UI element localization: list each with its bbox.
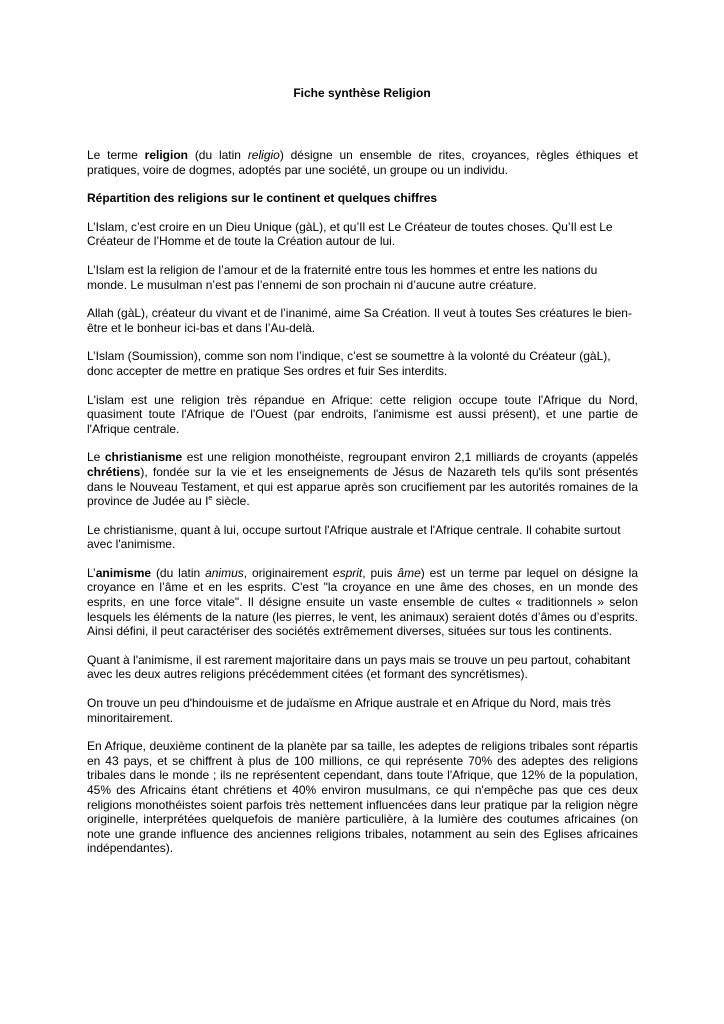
text-run: Le terme (87, 148, 145, 162)
text-run: (du latin (151, 565, 206, 580)
text-run: Le (87, 450, 105, 465)
paragraph-religions-tribales: En Afrique, deuxième continent de la planète par sa taille, les adeptes de religions tribales sont répartis en 43 pays, et se chiffrent à plus de 100 millions, ce qui représente 70% des adeptes des religions tribales dans le monde ; ils ne représentent cependant, dans toute l'Afrique, que 12% de la population, 45% des Africains étant chrétiens et 40% environ musulmans, ce qui n'empêche pas que ces deux religions monothéistes soient parfois très nettement influencées dans leur pratique par la religion nègre originelle, interprétées quelquefois de manière particulière, à la lumière des coutumes africaines (on note une grande influence des anciennes religions tribales, notamment au sein des Eglises africaines indépendantes). (87, 739, 638, 856)
section-heading (87, 191, 638, 206)
term-religion: religion (144, 148, 188, 162)
text-run: ) désigne un ensemble de rites, croyances, règles éthiques et pratiques, voire de dogmes, adoptés par une société, un groupe ou un individu. (87, 148, 639, 177)
text-run: est une religion monothéiste, regroupant environ 2,1 milliards de croyants (appelés (182, 450, 638, 465)
term-religio: religio (247, 148, 280, 162)
text-run: (du latin (188, 148, 248, 162)
text-run: , puis (362, 565, 398, 580)
paragraph-hindouisme-judaisme: On trouve un peu d'hindouisme et de judaïsme en Afrique australe et en Afrique du Nord, mais très minoritairement. (87, 696, 611, 725)
superscript: e (208, 495, 213, 503)
paragraph-islam-africa: L'islam est une religion très répandue en Afrique: cette religion occupe toute l'Afrique du Nord, quasiment toute l'Afrique de l'Ouest (par endroits, l'animisme est aussi présent), et une partie de l'Afrique centrale. (87, 392, 638, 436)
text-run: , originairement (243, 565, 333, 580)
paragraph-christianisme-africa: Le christianisme, quant à lui, occupe surtout l'Afrique australe et l'Afrique centrale. Il cohabite surtout avec l'animisme. (87, 522, 621, 552)
term-animisme: animisme (95, 565, 152, 580)
term-animus: animus (205, 565, 244, 580)
term-chretiens: chrétiens (87, 464, 141, 479)
paragraph-islam-1: L’Islam, c’est croire en un Dieu Unique (gàL), et qu’Il est Le Créateur de toutes choses. Qu’Il est Le Créateur de l’Homme et de toute la Création autour de lui. (87, 219, 613, 249)
paragraph-christianisme (87, 450, 638, 508)
term-christianisme: christianisme (104, 450, 183, 465)
document-title: Fiche synthèse Religion (293, 86, 431, 100)
text-run: ) est un terme par lequel on désigne la croyance en l’âme et en les esprits. C'est "la croyance en une âme des choses, en un monde des esprits, en une force vitale". Il désigne ensuite un vaste ensemble de cultes « traditionnels » selon lesquels les éléments de la nature (les pierres, le vent, les animaux) seraient dotés d’âmes ou d’esprits. Ainsi défini, il peut caractériser des sociétés extrêmement diverses, situées sur tous les continents. (87, 565, 638, 639)
document-body (87, 148, 638, 870)
paragraph-islam-2: L’Islam est la religion de l’amour et de la fraternité entre tous les hommes et entre les nations du monde. Le musulman n’est pas l’ennemi de son prochain ni d’aucune autre créature. (87, 262, 598, 292)
term-esprit: esprit (332, 565, 363, 580)
heading-text: Répartition des religions sur le continent et quelques chiffres (87, 191, 438, 206)
text-run: siècle. (212, 494, 250, 509)
paragraph-islam-3: Allah (gàL), créateur du vivant et de l’inanimé, aime Sa Création. Il veut à toutes Ses créatures le bien-être et le bonheur ici-bas et dans l’Au-delà. (87, 306, 632, 335)
text-run: L’ (87, 565, 96, 580)
text-run: ), fondée sur la vie et les enseignements de Jésus de Nazareth tels qu'ils sont présentés dans le Nouveau Testament, et qui est apparue après son crucifiement par les autorités romaines de la province de Judée au I (87, 464, 638, 509)
term-ame: âme (397, 565, 421, 580)
paragraph-animisme-africa: Quant à l'animisme, il est rarement majoritaire dans un pays mais se trouve un peu partout, cohabitant avec les deux autres religions précédemment citées (et formant des syncrétismes). (87, 652, 631, 682)
paragraph-islam-4: L’Islam (Soumission), comme son nom l’indique, c’est se soumettre à la volonté du Créateur (gàL), donc accepter de mettre en pratique Ses ordres et fuir Ses interdits. (87, 349, 611, 378)
paragraph-animisme (87, 566, 638, 639)
paragraph-definition (87, 148, 638, 177)
